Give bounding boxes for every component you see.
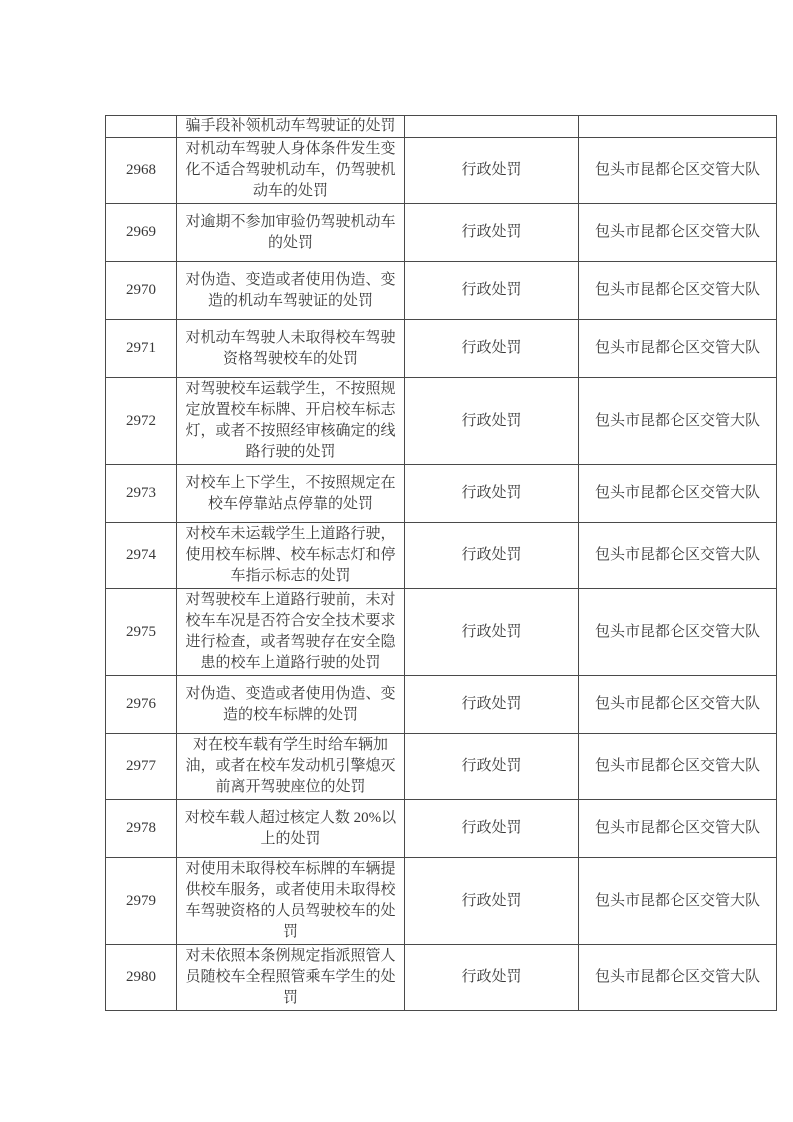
cell-number: 2973 [106,465,177,523]
cell-type: 行政处罚 [405,320,579,378]
table-row [106,465,777,523]
cell-type: 行政处罚 [405,262,579,320]
cell-department: 包头市昆都仑区交管大队 [579,858,777,945]
penalty-table [105,115,777,1011]
cell-number [106,116,177,138]
cell-department: 包头市昆都仑区交管大队 [579,945,777,1011]
cell-description: 对校车载人超过核定人数 20%以上的处罚 [177,800,405,858]
cell-description: 对在校车载有学生时给车辆加油，或者在校车发动机引擎熄灭前离开驾驶座位的处罚 [177,734,405,800]
cell-type: 行政处罚 [405,138,579,204]
table-row [106,800,777,858]
cell-type: 行政处罚 [405,945,579,1011]
cell-department: 包头市昆都仑区交管大队 [579,589,777,676]
cell-number: 2980 [106,945,177,1011]
cell-number: 2974 [106,523,177,589]
cell-type: 行政处罚 [405,676,579,734]
cell-number: 2975 [106,589,177,676]
cell-department: 包头市昆都仑区交管大队 [579,523,777,589]
cell-description: 对驾驶校车上道路行驶前，未对校车车况是否符合安全技术要求进行检查，或者驾驶存在安全隐患的校车上道路行驶的处罚 [177,589,405,676]
cell-description: 对逾期不参加审验仍驾驶机动车的处罚 [177,204,405,262]
table-row [106,204,777,262]
cell-number: 2977 [106,734,177,800]
table-row [106,589,777,676]
cell-department: 包头市昆都仑区交管大队 [579,378,777,465]
cell-number: 2968 [106,138,177,204]
cell-description: 对未依照本条例规定指派照管人员随校车全程照管乘车学生的处罚 [177,945,405,1011]
table-row [106,676,777,734]
cell-type: 行政处罚 [405,204,579,262]
table-row [106,378,777,465]
cell-type: 行政处罚 [405,734,579,800]
table-row [106,320,777,378]
table-row [106,945,777,1011]
cell-department [579,116,777,138]
cell-type: 行政处罚 [405,800,579,858]
table-row [106,523,777,589]
cell-department: 包头市昆都仑区交管大队 [579,262,777,320]
cell-department: 包头市昆都仑区交管大队 [579,204,777,262]
cell-description: 对校车上下学生，不按照规定在校车停靠站点停靠的处罚 [177,465,405,523]
cell-description: 对伪造、变造或者使用伪造、变造的机动车驾驶证的处罚 [177,262,405,320]
cell-description: 对驾驶校车运载学生，不按照规定放置校车标牌、开启校车标志灯，或者不按照经审核确定的线路行驶的处罚 [177,378,405,465]
table-row [106,858,777,945]
cell-type: 行政处罚 [405,523,579,589]
cell-number: 2978 [106,800,177,858]
cell-description: 骗手段补领机动车驾驶证的处罚 [177,116,405,138]
cell-description: 对伪造、变造或者使用伪造、变造的校车标牌的处罚 [177,676,405,734]
cell-department: 包头市昆都仑区交管大队 [579,676,777,734]
cell-number: 2972 [106,378,177,465]
table-row-continuation [106,116,777,138]
table-row [106,262,777,320]
table-row [106,734,777,800]
cell-type: 行政处罚 [405,465,579,523]
cell-number: 2970 [106,262,177,320]
cell-department: 包头市昆都仑区交管大队 [579,320,777,378]
cell-description: 对机动车驾驶人未取得校车驾驶资格驾驶校车的处罚 [177,320,405,378]
cell-department: 包头市昆都仑区交管大队 [579,138,777,204]
cell-description: 对校车未运载学生上道路行驶，使用校车标牌、校车标志灯和停车指示标志的处罚 [177,523,405,589]
cell-number: 2969 [106,204,177,262]
cell-number: 2979 [106,858,177,945]
cell-description: 对机动车驾驶人身体条件发生变化不适合驾驶机动车，仍驾驶机动车的处罚 [177,138,405,204]
table-row [106,138,777,204]
cell-department: 包头市昆都仑区交管大队 [579,800,777,858]
cell-type [405,116,579,138]
cell-type: 行政处罚 [405,589,579,676]
cell-type: 行政处罚 [405,858,579,945]
cell-department: 包头市昆都仑区交管大队 [579,465,777,523]
cell-type: 行政处罚 [405,378,579,465]
cell-description: 对使用未取得校车标牌的车辆提供校车服务，或者使用未取得校车驾驶资格的人员驾驶校车的处罚 [177,858,405,945]
cell-number: 2971 [106,320,177,378]
cell-department: 包头市昆都仑区交管大队 [579,734,777,800]
cell-number: 2976 [106,676,177,734]
